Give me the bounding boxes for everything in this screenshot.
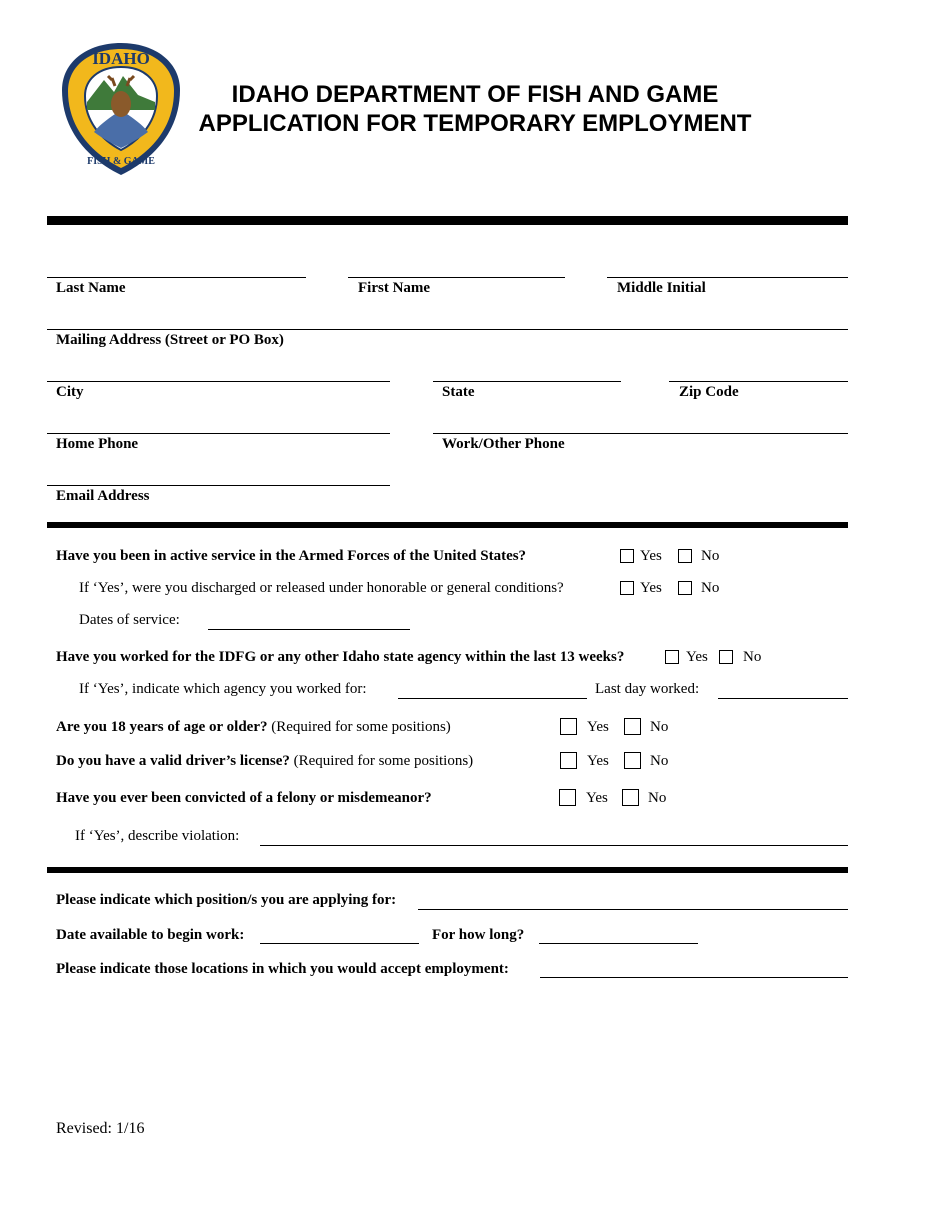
zip-field[interactable] — [669, 381, 848, 382]
idfg-no-checkbox[interactable] — [719, 650, 733, 664]
agency-label: If ‘Yes’, indicate which agency you worked for: — [79, 681, 367, 697]
armed-yes-checkbox[interactable] — [620, 549, 634, 563]
middle-initial-field[interactable] — [607, 277, 848, 278]
first-name-label: First Name — [358, 280, 431, 296]
age-no-checkbox[interactable] — [624, 718, 641, 735]
positions-field[interactable] — [418, 909, 848, 910]
email-field[interactable] — [47, 485, 390, 486]
armed-no-checkbox[interactable] — [678, 549, 692, 563]
revised-date: Revised: 1/16 — [56, 1120, 145, 1137]
discharge-no-label: No — [701, 580, 720, 596]
header-divider — [47, 216, 848, 225]
idfg-question: Have you worked for the IDFG or any other Idaho state agency within the last 13 weeks? — [56, 649, 625, 665]
date-available-field[interactable] — [260, 943, 419, 944]
title-line-1: IDAHO DEPARTMENT OF FISH AND GAME — [231, 81, 719, 108]
middle-initial-label: Middle Initial — [617, 280, 706, 296]
dates-of-service-field[interactable] — [208, 629, 410, 630]
email-label: Email Address — [56, 488, 150, 504]
state-label: State — [442, 384, 475, 400]
idfg-yes-label: Yes — [686, 649, 708, 665]
felony-no-checkbox[interactable] — [622, 789, 639, 806]
license-yes-label: Yes — [587, 753, 609, 769]
discharge-yes-checkbox[interactable] — [620, 581, 634, 595]
locations-field[interactable] — [540, 977, 848, 978]
license-question-bold: Do you have a valid driver’s license? — [56, 753, 290, 769]
last-name-field[interactable] — [47, 277, 306, 278]
dates-of-service-label: Dates of service: — [79, 612, 180, 628]
license-yes-checkbox[interactable] — [560, 752, 577, 769]
age-question-bold: Are you 18 years of age or older? — [56, 719, 268, 735]
section-divider-2 — [47, 867, 848, 873]
logo-text-top: IDAHO — [92, 49, 150, 68]
age-question — [56, 718, 451, 736]
home-phone-label: Home Phone — [56, 436, 139, 452]
felony-question: Have you ever been convicted of a felony or misdemeanor? — [56, 790, 432, 806]
date-available-label: Date available to begin work: — [56, 927, 245, 943]
armed-yes-label: Yes — [640, 548, 662, 564]
violation-label: If ‘Yes’, describe violation: — [75, 828, 240, 844]
felony-yes-checkbox[interactable] — [559, 789, 576, 806]
age-question-note: (Required for some positions) — [271, 719, 451, 735]
city-field[interactable] — [47, 381, 390, 382]
how-long-label: For how long? — [432, 927, 525, 943]
license-question — [56, 752, 473, 770]
armed-no-label: No — [701, 548, 720, 564]
idfg-no-label: No — [743, 649, 762, 665]
discharge-question: If ‘Yes’, were you discharged or released under honorable or general conditions? — [79, 580, 564, 596]
felony-yes-label: Yes — [586, 790, 608, 806]
license-no-checkbox[interactable] — [624, 752, 641, 769]
age-yes-label: Yes — [587, 719, 609, 735]
felony-no-label: No — [648, 790, 667, 806]
idfg-yes-checkbox[interactable] — [665, 650, 679, 664]
agency-field[interactable] — [398, 698, 587, 699]
home-phone-field[interactable] — [47, 433, 390, 434]
license-no-label: No — [650, 753, 669, 769]
positions-label: Please indicate which position/s you are applying for: — [56, 892, 397, 908]
license-question-note: (Required for some positions) — [293, 753, 474, 769]
work-phone-label: Work/Other Phone — [442, 436, 565, 452]
title-line-2: APPLICATION FOR TEMPORARY EMPLOYMENT — [198, 110, 752, 137]
work-phone-field[interactable] — [433, 433, 848, 434]
discharge-yes-label: Yes — [640, 580, 662, 596]
how-long-field[interactable] — [539, 943, 698, 944]
last-day-label: Last day worked: — [595, 681, 700, 697]
age-no-label: No — [650, 719, 669, 735]
locations-label: Please indicate those locations in which you would accept employment: — [56, 961, 509, 977]
age-yes-checkbox[interactable] — [560, 718, 577, 735]
first-name-field[interactable] — [348, 277, 565, 278]
city-label: City — [56, 384, 84, 400]
last-name-label: Last Name — [56, 280, 126, 296]
mailing-address-label: Mailing Address (Street or PO Box) — [56, 332, 284, 348]
zip-label: Zip Code — [679, 384, 739, 400]
armed-forces-question: Have you been in active service in the Armed Forces of the United States? — [56, 548, 527, 564]
violation-field[interactable] — [260, 845, 848, 846]
discharge-no-checkbox[interactable] — [678, 581, 692, 595]
mailing-address-field[interactable] — [47, 329, 848, 330]
state-field[interactable] — [433, 381, 621, 382]
logo-text-bottom: FISH & GAME — [87, 156, 155, 167]
last-day-field[interactable] — [718, 698, 848, 699]
section-divider-1 — [47, 522, 848, 528]
